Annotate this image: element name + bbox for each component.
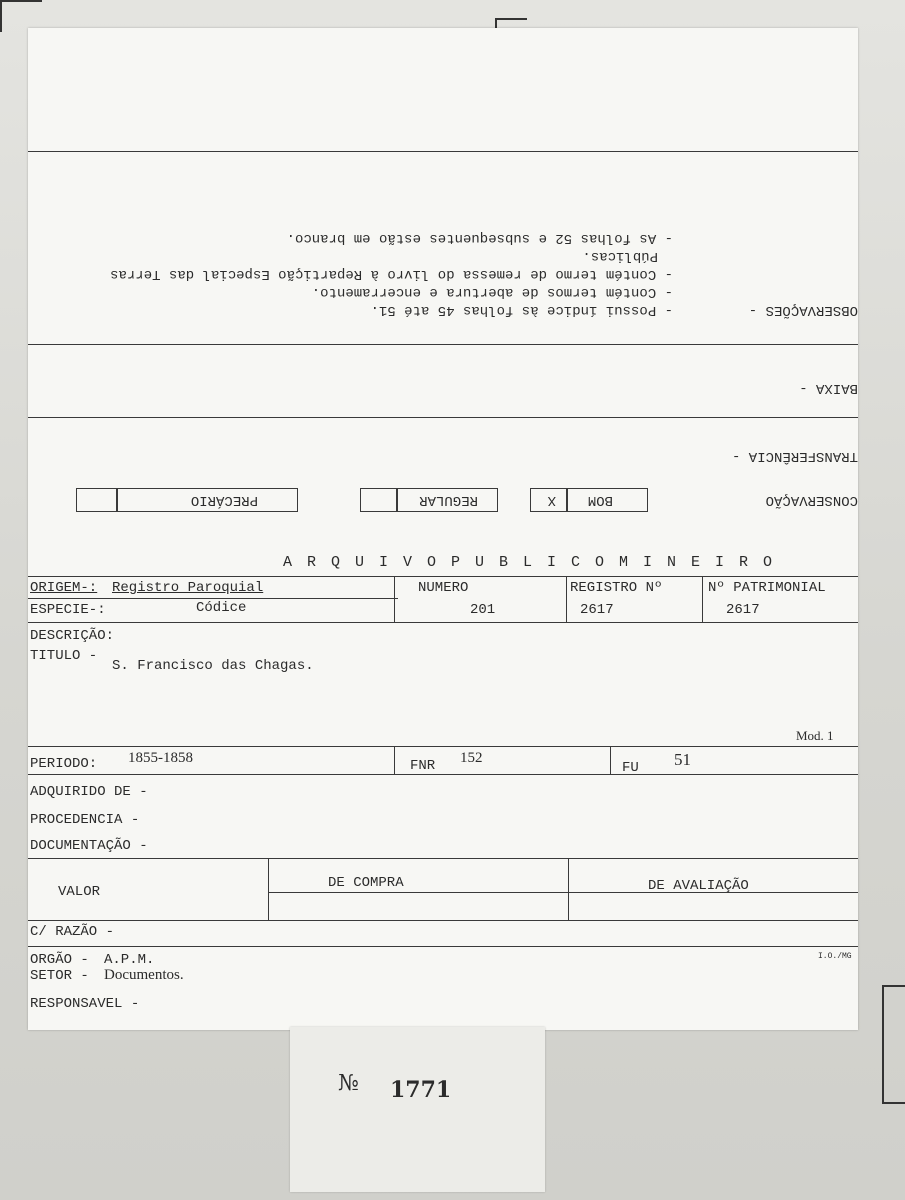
fu-value: 51 [674,750,691,769]
responsavel-label: RESPONSAVEL - [30,996,140,1012]
observacao-item: - Contém termos de abertura e encerramento. [311,284,673,300]
registro-value: 2617 [580,602,614,618]
de-avaliacao-label: DE AVALIAÇÃO [648,878,749,894]
de-compra-label: DE COMPRA [328,875,404,891]
baixa-label: BAIXA - [799,380,858,396]
observacoes-label: OBSERVAÇÕES - [748,302,858,318]
tag-number: 1771 [390,1077,452,1103]
observacao-item: - As folhas 52 e subsequentes estão em branco. [286,230,673,246]
rule [610,746,611,774]
observacao-item: - Contém termo de remessa do livro à Repartição Especial das Terras [110,266,673,282]
valor-label: VALOR [58,884,101,900]
transferencia-label: TRANSFERÊNCIA - [731,448,858,464]
titulo-value: S. Francisco das Chagas. [112,658,314,674]
razao-label: C/ RAZÃO - [30,924,115,940]
option-precario: PRECÁRIO [190,492,258,508]
rule [268,892,858,893]
descricao-label: DESCRIÇÃO: [30,628,115,644]
rule [28,576,858,577]
rule [566,576,567,622]
rule [28,598,398,599]
observacao-item: - Possui índice às folhas 45 até 51. [370,302,673,318]
orgao-label: ORGÃO - [30,952,89,968]
origem-label: ORIGEM-: [30,580,98,596]
regular-check-box [360,488,398,512]
setor-value: Documentos. [104,967,184,983]
rule [28,858,858,859]
institution-name: A R Q U I V O P U B L I C O M I N E I R O [283,554,776,571]
periodo-label: PERIODO: [30,756,98,772]
corner-bracket-right [882,985,905,1104]
numero-value: 201 [470,602,496,618]
fu-label: FU [622,760,639,776]
periodo-value: 1855-1858 [128,750,193,766]
patrimonial-value: 2617 [726,602,760,618]
titulo-label: TITULO - [30,648,98,664]
precario-check-box [76,488,118,512]
fnr-label: FNR [410,758,436,774]
patrimonial-label: Nº PATRIMONIAL [708,580,826,596]
number-symbol: № [338,1071,359,1096]
adquirido-label: ADQUIRIDO DE - [30,784,148,800]
observacao-item: Públicas. [582,248,658,264]
option-bom: BOM [587,492,613,508]
rule [394,746,395,774]
rule [28,622,858,623]
rule [28,946,858,947]
procedencia-label: PROCEDENCIA - [30,812,140,828]
rule [28,746,858,747]
rule [28,920,858,921]
fnr-value: 152 [460,750,483,766]
rule [702,576,703,622]
rule [28,344,858,345]
origem-value: Registro Paroquial [112,580,264,596]
registro-label: REGISTRO Nº [570,580,663,596]
number-tag [290,1027,545,1192]
rule [28,151,858,152]
documentacao-label: DOCUMENTAÇÃO - [30,838,148,854]
orgao-value: A.P.M. [104,952,155,968]
printer-mark: I.O./MG [818,952,852,961]
numero-label: NUMERO [418,580,469,596]
rule [28,774,858,775]
rule [28,417,858,418]
setor-label: SETOR - [30,968,89,984]
catalog-card [28,28,858,1030]
option-regular: REGULAR [419,492,478,508]
especie-value: Códice [196,600,247,616]
model-label: Mod. 1 [796,728,834,743]
bom-mark: X [547,492,556,508]
especie-label: ESPECIE-: [30,602,106,618]
rule [268,858,269,920]
conservacao-label: CONSERVAÇÃO [765,492,858,508]
rule [394,576,395,622]
upside-down-section [28,218,858,518]
rule [568,858,569,920]
